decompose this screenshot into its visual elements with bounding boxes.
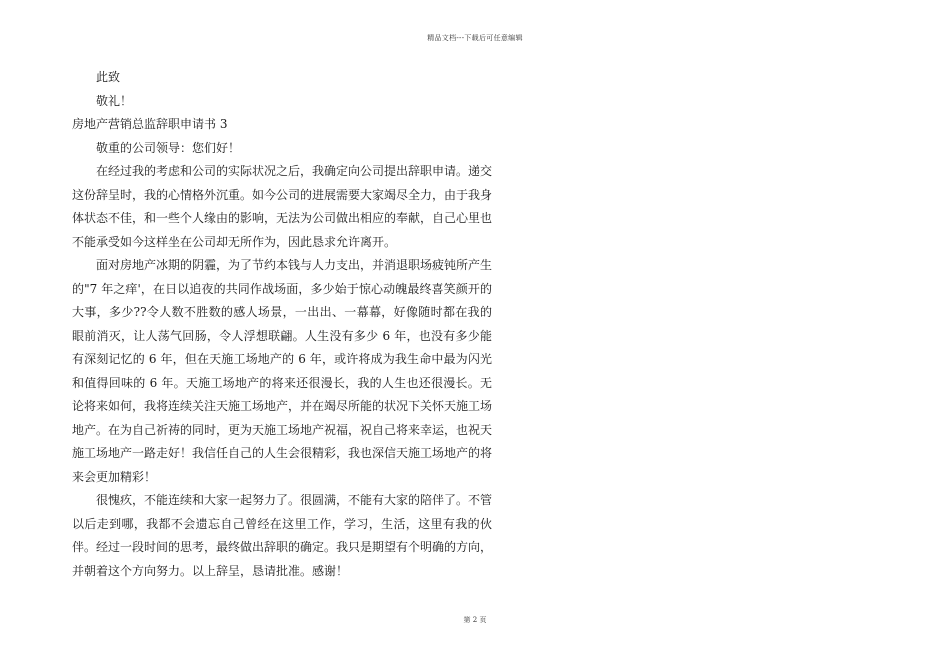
page-number: 第 2 页 [463, 616, 487, 624]
document-body [72, 66, 492, 583]
body-paragraph: 很愧疚，不能连续和大家一起努力了。很圆满，不能有大家的陪伴了。不管以后走到哪，我都不会遗忘自己曾经在这里工作，学习，生活，这里有我的伙伴。经过一段时间的思考，最终做出辞职的确定。我只是期望有个明确的方向，并朝着这个方向努力。以上辞呈，恳请批准。感谢！ [72, 493, 493, 578]
page-header: 精品文档---下载后可任意编辑 [427, 34, 523, 42]
greeting: 敬重的公司领导：您们好！ [96, 140, 241, 155]
body-paragraph: 在经过我的考虑和公司的实际状况之后，我确定向公司提出辞职申请。递交这份辞呈时，我的心情格外沉重。如今公司的进展需要大家竭尽全力，由于我身体状态不佳，和一些个人缘由的影响，无法为公司做出相应的奉献，自己心里也不能承受如今这样坐在公司却无所作为，因此恳求允许离开。 [72, 164, 493, 249]
closing-line: 此致 [96, 70, 121, 84]
closing-salutation: 敬礼！ [96, 93, 133, 108]
body-paragraph: 面对房地产冰期的阴霾，为了节约本钱与人力支出，并消退职场疲钝所产生的"7 年之痒'，在日以追夜的共同作战场面，多少始于惊心动魄最终喜笑颜开的大事，多少??令人数不胜数的感人场景，一出出、一幕幕，好像随时都在我的眼前消灭，让人荡气回肠，令人浮想联翩。人生没有多少 6 年，也没有多少能有深刻记忆的 6 年，但在天施工场地产的 6 年，或许将成为我生命中最为闪光和值得回味的 6 年。天施工场地产的将来还很漫长，我的人生也还很漫长。无论将来如何，我将连续关注天施工场地产，并在竭尽所能的状况下关怀天施工场地产。在为自己祈祷的同时，更为天施工场地产祝福，祝自己将来幸运，也祝天施工场地产一路走好！我信任自己的人生会很精彩，我也深信天施工场地产的将来会更加精彩！ [72, 258, 493, 484]
document-title: 房地产营销总监辞职申请书 3 [72, 117, 228, 131]
